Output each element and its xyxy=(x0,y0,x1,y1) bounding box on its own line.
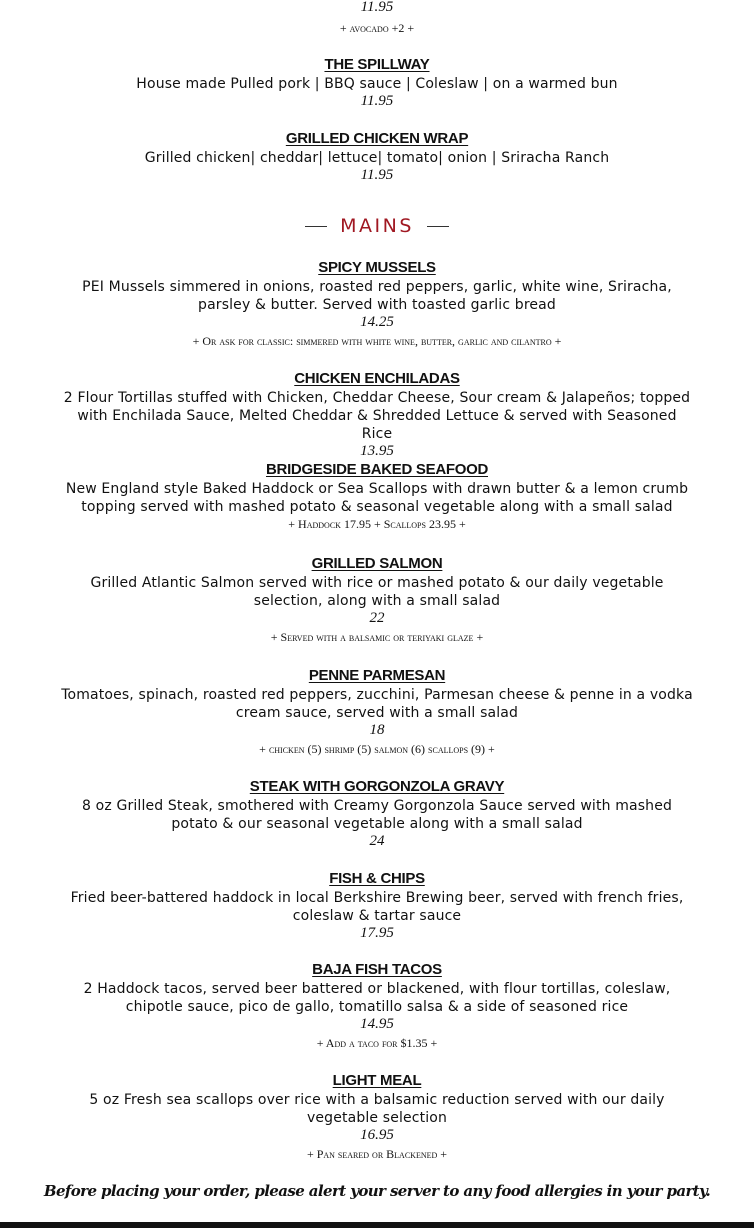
item-name: STEAK WITH GORGONZOLA GRAVY xyxy=(249,778,505,795)
bottom-border xyxy=(0,1222,754,1228)
item-description: New England style Baked Haddock or Sea Scallops with drawn butter & a lemon crumb topping served with mashed potato & seasonal vegetable along with a small salad xyxy=(65,481,689,515)
item-price: 16.95 xyxy=(360,1127,394,1143)
item-note: + Haddock 17.95 + Scallops 23.95 + xyxy=(288,517,466,531)
item-name: BRIDGESIDE BAKED SEAFOOD xyxy=(266,461,488,478)
item-note: + Served with a balsamic or teriyaki glaze + xyxy=(270,630,484,644)
divider-left xyxy=(305,226,327,227)
item-name: THE SPILLWAY xyxy=(324,56,430,73)
item-name: GRILLED CHICKEN WRAP xyxy=(285,130,469,147)
mains-section-header xyxy=(0,213,754,239)
divider-right xyxy=(427,226,449,227)
item-price: 14.25 xyxy=(360,314,394,330)
item-description: 2 Flour Tortillas stuffed with Chicken, Cheddar Cheese, Sour cream & Jalapeños; topped with Enchilada Sauce, Melted Cheddar & Shredded Lettuce & served with Seasoned Rice xyxy=(63,390,691,442)
menu-item-spicy-mussels xyxy=(0,259,754,349)
item-name: CHICKEN ENCHILADAS xyxy=(294,370,460,387)
item-note: + chicken (5) shrimp (5) salmon (6) scallops (9) + xyxy=(259,742,495,756)
item-name: GRILLED SALMON xyxy=(311,555,443,572)
item-name: SPICY MUSSELS xyxy=(318,259,436,276)
item-description: 5 oz Fresh sea scallops over rice with a balsamic reduction served with our daily vegetable selection xyxy=(89,1092,665,1126)
item-name: BAJA FISH TACOS xyxy=(312,961,442,978)
item-name: FISH & CHIPS xyxy=(329,870,425,887)
menu-item-light-meal xyxy=(0,1072,754,1162)
item-note: + Or ask for classic: simmered with white wine, butter, garlic and cilantro + xyxy=(192,334,562,348)
item-price: 14.95 xyxy=(360,1016,394,1032)
menu-item-fish-and-chips xyxy=(0,870,754,942)
item-description: Grilled Atlantic Salmon served with rice or mashed potato & our daily vegetable selection, along with a small salad xyxy=(90,575,664,609)
item-description: 2 Haddock tacos, served beer battered or blackened, with flour tortillas, coleslaw, chipotle sauce, pico de gallo, tomatillo salsa & a side of seasoned rice xyxy=(83,981,671,1015)
item-price: 11.95 xyxy=(360,0,394,15)
item-price: 13.95 xyxy=(360,443,394,459)
menu-item-the-spillway xyxy=(0,56,754,110)
menu-item-penne-parmesan xyxy=(0,667,754,757)
item-description: PEI Mussels simmered in onions, roasted red peppers, garlic, white wine, Sriracha, parsley & butter. Served with toasted garlic bread xyxy=(82,279,672,313)
menu-item-grilled-salmon xyxy=(0,555,754,645)
item-price: 18 xyxy=(369,722,385,738)
item-price: 11.95 xyxy=(360,167,394,183)
item-note: + Add a taco for $1.35 + xyxy=(316,1036,438,1050)
menu-item-top xyxy=(0,0,754,36)
item-price: 11.95 xyxy=(360,93,394,109)
menu-item-bridgeside-baked-seafood xyxy=(0,461,754,532)
item-price: 24 xyxy=(369,833,385,849)
item-note: + avocado +2 + xyxy=(339,21,415,35)
item-description: Grilled chicken| cheddar| lettuce| tomato| onion | Sriracha Ranch xyxy=(144,150,610,166)
section-title: MAINS xyxy=(340,215,414,237)
item-price: 22 xyxy=(369,610,385,626)
item-name: PENNE PARMESAN xyxy=(308,667,446,684)
item-name: LIGHT MEAL xyxy=(332,1072,422,1089)
item-note: + Pan seared or Blackened + xyxy=(306,1147,448,1161)
item-description: House made Pulled pork | BBQ sauce | Coleslaw | on a warmed bun xyxy=(136,76,618,92)
item-description: Fried beer-battered haddock in local Berkshire Brewing beer, served with french fries, coleslaw & tartar sauce xyxy=(70,890,684,924)
item-price: 17.95 xyxy=(360,925,394,941)
menu-item-steak-gorgonzola xyxy=(0,778,754,850)
menu-item-grilled-chicken-wrap xyxy=(0,130,754,184)
item-description: 8 oz Grilled Steak, smothered with Creamy Gorgonzola Sauce served with mashed potato & our seasonal vegetable along with a small salad xyxy=(82,798,672,832)
item-description: Tomatoes, spinach, roasted red peppers, zucchini, Parmesan cheese & penne in a vodka cream sauce, served with a small salad xyxy=(61,687,693,721)
menu-item-baja-fish-tacos xyxy=(0,961,754,1051)
menu-item-chicken-enchiladas xyxy=(0,370,754,460)
allergy-notice: Before placing your order, please alert your server to any food allergies in your party. xyxy=(43,1182,711,1200)
